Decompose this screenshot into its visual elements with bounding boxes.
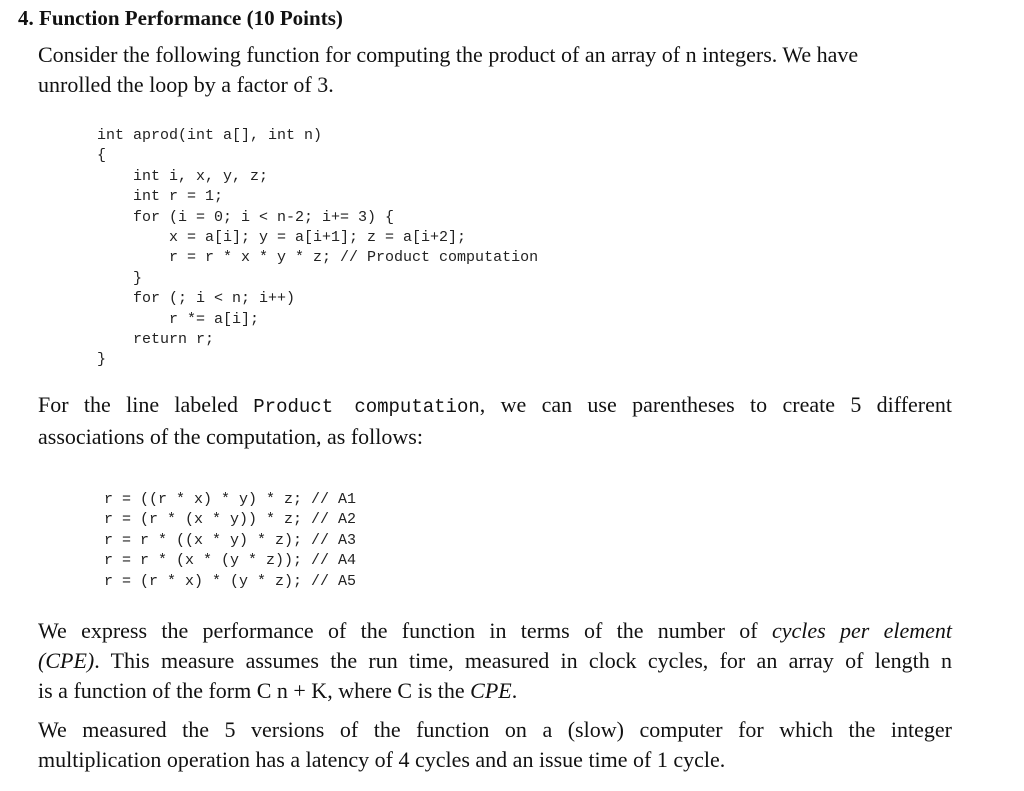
section-heading: 4. Function Performance (10 Points) [18, 6, 343, 30]
cpe-abbrev: (CPE) [38, 648, 95, 673]
association-a3: r = r * ((x * y) * z); // A3 [104, 531, 357, 549]
cpe-term: cycles per element [771, 618, 953, 643]
cpe-line-3 [38, 676, 952, 706]
cpe-paragraph [38, 616, 952, 706]
measurement-paragraph [38, 715, 952, 775]
cpe-line-2 [38, 646, 952, 676]
intro-paragraph [38, 40, 952, 100]
measurement-line-1: We measured the 5 versions of the function on a (slow) computer for which the integer [38, 717, 952, 742]
code-line: r = r * x * y * z; // Product computation [97, 249, 539, 267]
code-line: int r = 1; [97, 188, 224, 206]
association-a2: r = (r * (x * y)) * z; // A2 [104, 511, 357, 529]
intro-line-1: Consider the following function for computing the product of an array of n integers. We have [38, 42, 859, 67]
code-line: } [97, 269, 143, 287]
cpe-line-3-text: is a function of the form C n + K, where C is the [38, 678, 471, 703]
association-a4: r = r * (x * (y * z)); // A4 [104, 552, 357, 570]
code-line: { [97, 147, 107, 165]
cpe-line-1 [38, 616, 952, 646]
cpe-abbrev-2: CPE [470, 678, 512, 703]
code-line: int i, x, y, z; [97, 167, 269, 185]
code-line: r *= a[i]; [97, 310, 260, 328]
code-line: return r; [97, 330, 215, 348]
code-line: int aprod(int a[], int n) [97, 127, 323, 144]
code-line: for (i = 0; i < n-2; i+= 3) { [97, 208, 395, 226]
code-line: x = a[i]; y = a[i+1]; z = a[i+2]; [97, 228, 467, 246]
association-line-2: associations of the computation, as follows: [38, 424, 423, 449]
measurement-line-2: multiplication operation has a latency of 4 cycles and an issue time of 1 cycle. [38, 747, 726, 772]
cpe-line-1-text: We express the performance of the function in terms of the number of [38, 618, 772, 643]
association-text-before: For the line labeled [38, 392, 254, 417]
association-a5: r = (r * x) * (y * z); // A5 [104, 572, 357, 590]
intro-line-2: unrolled the loop by a factor of 3. [38, 72, 334, 97]
function-code-block [97, 126, 538, 371]
cpe-line-3-period: . [511, 678, 518, 703]
association-text-after: , we can use parentheses to create 5 different [479, 392, 952, 417]
inline-code-product-computation: Product computation [253, 396, 480, 418]
code-line: for (; i < n; i++) [97, 290, 296, 308]
associations-code-block [104, 490, 356, 592]
association-paragraph [38, 390, 952, 452]
code-line: } [97, 351, 107, 369]
association-line-1 [38, 390, 952, 422]
association-a1: r = ((r * x) * y) * z; // A1 [104, 491, 357, 508]
cpe-line-2-text: . This measure assumes the run time, measured in clock cycles, for an array of length n [94, 648, 952, 673]
